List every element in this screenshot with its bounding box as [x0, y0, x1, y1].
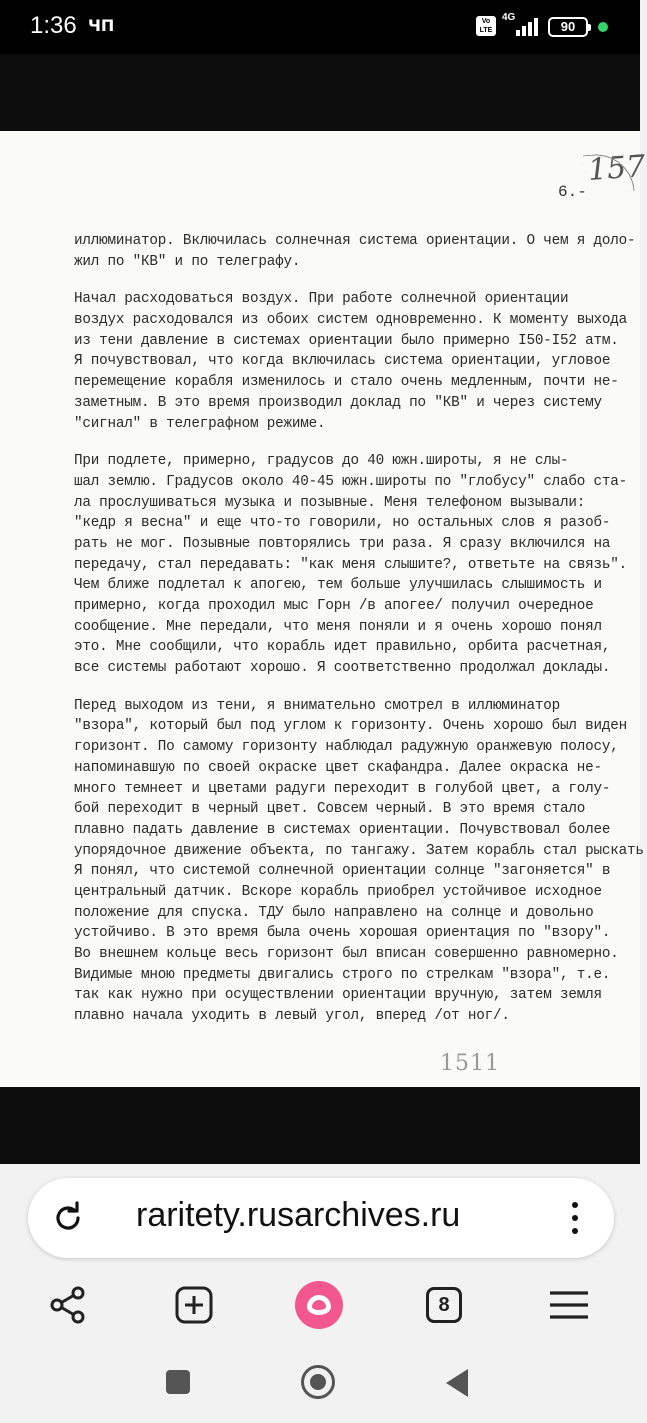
viewer-bottom-bar — [0, 1087, 640, 1164]
document-line: шал землю. Градусов около 40-45 южн.широты по "глобусу" слабо ста- — [74, 473, 628, 490]
document-line: это. Мне сообщили, что корабль идет правильно, орбита расчетная, — [74, 639, 611, 656]
document-line: все системы работают хорошо. Я соответственно продолжал доклады. — [74, 660, 611, 677]
more-menu-icon[interactable] — [562, 1196, 586, 1240]
reload-icon[interactable] — [50, 1200, 86, 1236]
tabs-button[interactable] — [418, 1279, 470, 1331]
url-text[interactable]: raritety.rusarchives.ru — [136, 1196, 461, 1234]
document-line: Я понял, что системой солнечной ориентации солнце "загоняется" в — [74, 863, 611, 880]
document-page[interactable] — [0, 131, 647, 1087]
document-line: примерно, когда проходил мыс Горн /в апогее/ получил очередное — [74, 598, 594, 614]
document-line: напоминавшую по своей окраске цвет скафандра. Далее окраска не- — [74, 759, 602, 776]
document-line: Видимые мною предметы двигались строго по стрелкам "взора", т.е. — [74, 966, 611, 983]
document-line: жил по "КВ" и по телеграфу. — [74, 253, 301, 270]
notification-app-icon: ЧП — [88, 16, 115, 35]
document-text — [74, 231, 644, 1044]
battery-icon: 90 — [548, 17, 588, 37]
document-line: упорядочное движение объекта, по тангажу. Затем корабль стал рыскать — [74, 842, 644, 859]
alice-icon — [295, 1281, 343, 1329]
document-line: плавно падать давление в системах ориентации. Почувствовал более — [74, 821, 611, 838]
document-line: "взора", который был под углом к горизонту. Очень хорошо был виден — [74, 718, 628, 735]
recent-apps-icon[interactable] — [166, 1370, 190, 1394]
tab-count: 8 — [426, 1287, 462, 1323]
document-line: из тени давление в системах ориентации было примерно I50-I52 атм. — [74, 332, 619, 349]
archive-stamp-number: 1511 — [440, 1051, 500, 1076]
document-line: Чем ближе подлетал к апогею, тем больше улучшилась слышимость и — [74, 577, 602, 594]
document-line: "сигнал" в телеграфном режиме. — [74, 415, 326, 432]
back-icon[interactable] — [446, 1369, 468, 1397]
document-paragraph — [74, 231, 640, 272]
document-line: При подлете, примерно, градусов до 40 южн.широты, я не слы- — [74, 453, 569, 470]
document-line: устойчиво. В это время была очень хорошая ориентация по "взору". — [74, 925, 611, 942]
address-bar[interactable] — [28, 1178, 614, 1258]
document-line: положение для спуска. ТДУ было направлено на солнце и довольно — [74, 904, 594, 921]
alice-assistant-button[interactable] — [293, 1279, 345, 1331]
viewer-top-bar — [0, 54, 640, 131]
document-line: рать не мог. Позывные повторялись три раза. Я сразу включился на — [74, 535, 611, 552]
status-bar — [0, 0, 640, 54]
status-time: 1:36 — [30, 12, 77, 39]
document-line: центральный датчик. Вскоре корабль приобрел устойчивое исходное — [74, 883, 602, 900]
browser-toolbar — [0, 1264, 640, 1344]
volte-icon: Vo LTE — [476, 16, 496, 36]
document-line: горизонт. По самому горизонту наблюдал радужную оранжевую полосу, — [74, 739, 619, 756]
share-button[interactable] — [42, 1279, 94, 1331]
document-line: воздух расходовался из обоих систем одновременно. К моменту выхода — [74, 312, 628, 329]
system-navigation-bar — [0, 1344, 640, 1423]
document-paragraph — [74, 289, 640, 434]
document-line: ла прослушиваться музыка и позывные. Меня телефоном вызывали: — [74, 494, 586, 511]
document-line: сообщение. Мне передали, что меня поняли и я очень хорошо понял — [74, 618, 602, 635]
document-paragraph — [74, 696, 644, 1027]
document-line: много темнеет и цветами радуги переходит в голубой цвет, а голу- — [74, 780, 611, 797]
document-paragraph — [74, 451, 640, 679]
document-line: Я почувствовал, что когда включилась система ориентации, угловое — [74, 353, 611, 370]
document-line: плавно начала уходить в левый угол, вперед /от ног/. — [74, 1008, 510, 1025]
menu-button[interactable] — [543, 1279, 595, 1331]
document-line: "кедр я весна" и еще что-то говорили, но остальных слов я разоб- — [74, 515, 611, 532]
document-line: бой переходит в черный цвет. Совсем черный. В это время стало — [74, 801, 586, 818]
handwritten-page-number: 157 — [586, 149, 647, 188]
home-icon[interactable] — [301, 1365, 335, 1399]
network-type: 4G — [502, 12, 516, 23]
add-tab-icon — [174, 1285, 214, 1325]
document-line: Во внешнем кольце весь горизонт был вписан совершенно равномерно. — [74, 946, 619, 962]
document-line: перемещение корабля изменилось и стало очень медленным, почти не- — [74, 374, 619, 391]
new-tab-button[interactable] — [168, 1279, 220, 1331]
document-line: иллюминатор. Включилась солнечная система ориентации. О чем я доло- — [74, 233, 636, 249]
typed-page-number: 6.- — [558, 183, 587, 201]
document-line: заметным. В это время производил доклад по "КВ" и через систему — [74, 394, 602, 411]
privacy-indicator-dot — [598, 22, 608, 32]
document-line: передачу, стал передавать: "как меня слышите?, ответьте на связь". — [74, 556, 628, 573]
document-line: Перед выходом из тени, я внимательно смотрел в иллюминатор — [74, 697, 561, 714]
share-icon — [48, 1285, 88, 1325]
document-line: так как нужно при осуществлении ориентации вручную, затем земля — [74, 987, 602, 1004]
document-line: Начал расходоваться воздух. При работе солнечной ориентации — [74, 291, 569, 308]
hamburger-menu-icon — [549, 1285, 589, 1325]
signal-strength-icon — [516, 18, 542, 36]
